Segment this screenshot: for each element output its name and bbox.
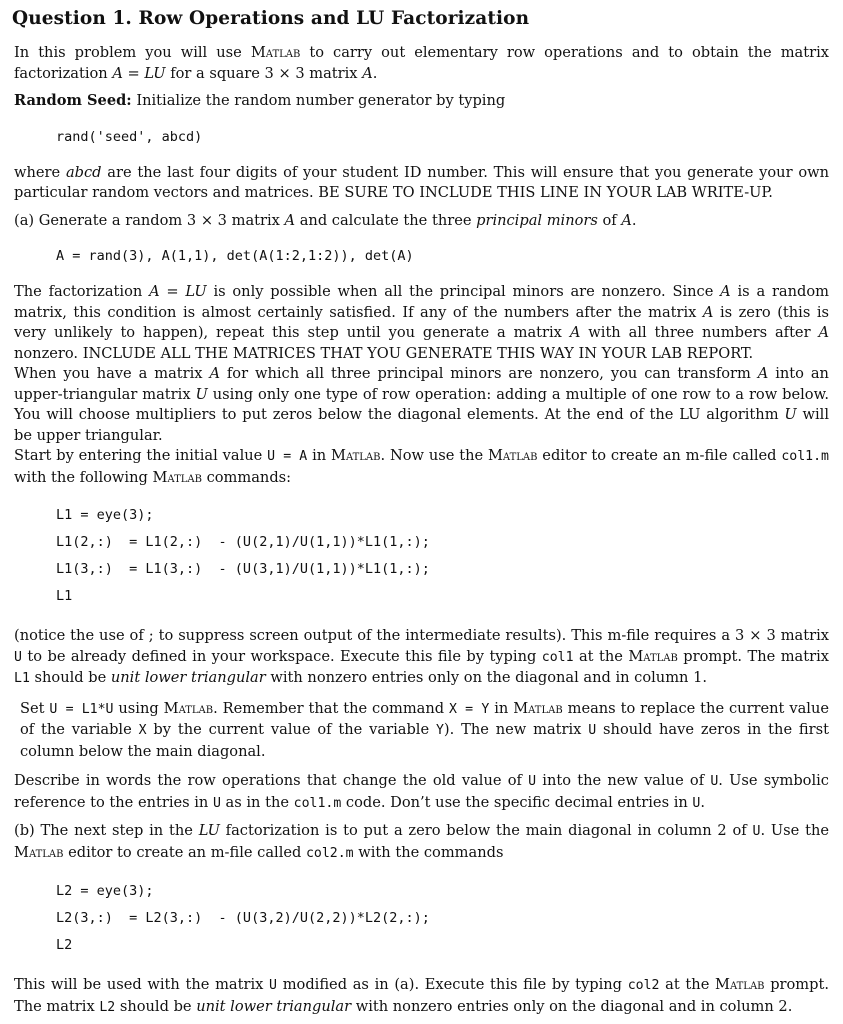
factorization-paragraph: The factorization A = LU is only possible when all the principal minors are nonzero. Since A is a random matrix, this condition is almost certainly satisfied. If any of the numbers after the matrix A is zero (this is very unlikely to happen), repeat this step until you generate a matrix A with all three numbers after A nonzero. INCLUDE ALL THE MATRICES THAT YOU GENERATE THIS WAY IN YOUR LAB REPORT. xyxy=(14,283,829,362)
seed-code: rand('seed', abcd) xyxy=(56,128,203,145)
random-seed-paragraph: Random Seed: Initialize the random number generator by typing xyxy=(14,92,506,109)
where-paragraph: where abcd are the last four digits of your student ID number. This will ensure that you generate your own particular random vectors and matrices. BE SURE TO INCLUDE THIS LINE IN YOUR LAB WRITE-UP. xyxy=(14,163,830,201)
random-seed-label: Random Seed: xyxy=(14,92,132,109)
start-paragraph: Start by entering the initial value U = A in Matlab. Now use the Matlab editor to create an m-file called col1.m with the following Matlab commands: xyxy=(14,447,829,486)
this-paragraph: This will be used with the matrix U modified as in (a). Execute this file by typing col2 at the Matlab prompt. The matrix L2 should be unit lower triangular with nonzero entries only on the diagonal and in column 2. xyxy=(14,976,829,1015)
code-line: L1 = eye(3); xyxy=(56,507,154,523)
question-title: Question 1. Row Operations and LU Factorization xyxy=(12,8,530,29)
describe-paragraph: Describe in words the row operations that change the old value of U into the new value of U. Use symbolic reference to the entries in U as in the col1.m code. Don’t use the specific decimal entries in U. xyxy=(14,772,829,811)
part-a-code: A = rand(3), A(1,1), det(A(1:2,1:2)), det(A) xyxy=(56,248,414,264)
set-paragraph: Set U = L1*U using Matlab. Remember that the command X = Y in Matlab means to replace the current value of the variable X by the current value of the variable Y). The new matrix U should have zeros in the first column below the main diagonal. xyxy=(20,699,829,760)
when-paragraph: When you have a matrix A for which all three principal minors are nonzero, you can transform A into an upper-triangular matrix U using only one type of row operation: adding a multiple of one row to a row below. You will choose multipliers to put zeros below the diagonal elements. At the end of the LU algorithm U will be upper triangular. xyxy=(14,365,829,444)
code-line: L1 xyxy=(56,588,73,604)
part-b-paragraph: (b) The next step in the LU factorization is to put a zero below the main diagonal in column 2 of U. Use the Matlab editor to create an m-file called col2.m with the commands xyxy=(14,822,829,861)
intro-paragraph: In this problem you will use Matlab to carry out elementary row operations and to obtain the matrix factorization A = LU for a square 3 × 3 matrix A. xyxy=(14,44,829,82)
code-line: L2 xyxy=(56,937,73,953)
notice-paragraph: (notice the use of ; to suppress screen output of the intermediate results). This m-file requires a 3 × 3 matrix U to be already defined in your workspace. Execute this file by typing col1 at the Matlab prompt. The matrix L1 should be unit lower triangular with nonzero entries only on the diagonal and in column 1. xyxy=(14,627,829,686)
code-line: L1(2,:) = L1(2,:) - (U(2,1)/U(1,1))*L1(1,:); xyxy=(56,534,430,550)
col1-code-block xyxy=(56,502,829,610)
code-line: L1(3,:) = L1(3,:) - (U(3,1)/U(1,1))*L1(1,:); xyxy=(56,561,430,577)
code-line: L2 = eye(3); xyxy=(56,883,154,899)
part-a-paragraph: (a) Generate a random 3 × 3 matrix A and calculate the three principal minors of A. xyxy=(14,211,637,229)
code-line: L2(3,:) = L2(3,:) - (U(3,2)/U(2,2))*L2(2,:); xyxy=(56,910,430,926)
col2-code-block xyxy=(56,878,829,959)
